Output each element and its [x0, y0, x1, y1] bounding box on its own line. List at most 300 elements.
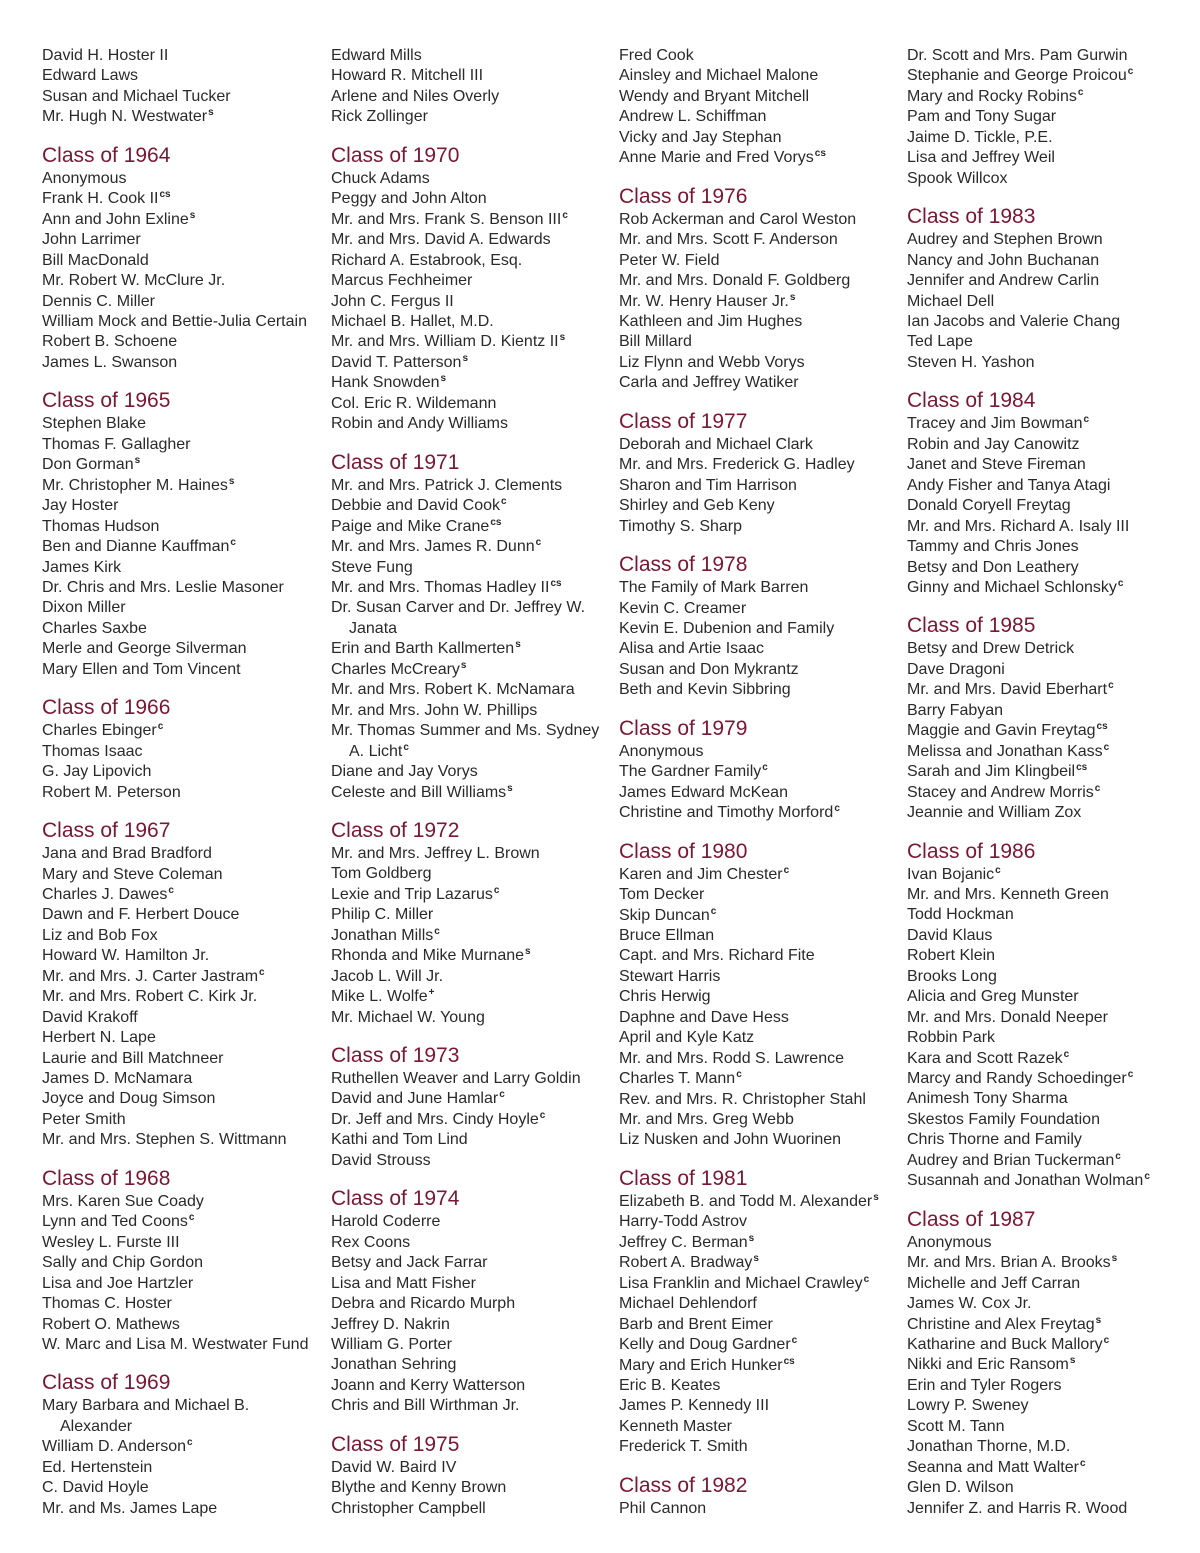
donor-names-list — [619, 1499, 901, 1519]
donor-name-text: Jay Hoster — [42, 497, 119, 515]
donor-mark-superscript: c — [1108, 680, 1114, 692]
donor-name-text: Philip C. Miller — [331, 906, 434, 924]
donor-name-text: Wesley L. Furste III — [42, 1233, 180, 1251]
donor-name-text: Tammy and Chris Jones — [907, 538, 1079, 556]
donor-name — [331, 414, 613, 434]
donor-name-text: Stewart Harris — [619, 967, 721, 985]
donor-names-list — [619, 435, 901, 537]
donor-names-list — [619, 742, 901, 824]
donor-name-text: Robbin Park — [907, 1029, 996, 1047]
donor-name — [907, 1089, 1189, 1109]
donor-name-text: Robert M. Peterson — [42, 783, 181, 801]
donor-mark-superscript: s — [189, 209, 196, 221]
donor-name — [331, 967, 613, 987]
donor-name-text: Anne Marie and Fred Vorys — [619, 149, 814, 167]
class-year-heading: Class of 1971 — [331, 450, 460, 474]
donor-name-text: Mr. and Mrs. Donald F. Goldberg — [619, 272, 851, 290]
class-year-heading: Class of 1968 — [42, 1166, 171, 1190]
class-section — [619, 552, 901, 701]
donor-mark-superscript: c — [710, 905, 717, 917]
class-year-heading: Class of 1972 — [331, 818, 460, 842]
donor-name-text: Skestos Family Foundation — [907, 1110, 1100, 1128]
donor-name — [331, 353, 613, 373]
donor-name-text: William G. Porter — [331, 1336, 452, 1354]
donor-name-text: Mr. and Mrs. Frank S. Benson III — [331, 210, 562, 228]
donor-name-text: Jonathan Thorne, M.D. — [907, 1438, 1071, 1456]
donor-name-text: Chris Thorne and Family — [907, 1131, 1082, 1149]
donor-name — [619, 66, 901, 86]
donor-name — [619, 1192, 901, 1212]
donor-name-text: Chris and Bill Wirthman Jr. — [331, 1397, 520, 1415]
donor-name-text: Capt. and Mrs. Richard Fite — [619, 947, 815, 965]
donor-name — [907, 762, 1189, 782]
donor-name — [331, 332, 613, 352]
donor-name — [907, 987, 1189, 1007]
donor-name — [42, 353, 324, 373]
donor-name-text: Robert O. Mathews — [42, 1315, 180, 1333]
donor-name-text: Ed. Hertenstein — [42, 1458, 153, 1476]
donor-name — [907, 680, 1189, 700]
donor-name — [331, 312, 613, 332]
donor-mark-superscript: s — [873, 1191, 879, 1203]
donor-name — [619, 1294, 901, 1314]
donor-name-text: David Klaus — [907, 926, 993, 944]
donor-name-text: Charles McCreary — [331, 660, 460, 678]
donor-name-text: Kenneth Master — [619, 1417, 732, 1435]
donor-name — [907, 271, 1189, 291]
donor-name-text: Blythe and Kenny Brown — [331, 1479, 507, 1497]
donor-name-text: Rick Zollinger — [331, 108, 428, 126]
donor-name — [619, 128, 901, 148]
donor-mark-superscript: c — [1117, 577, 1124, 589]
donor-name-text: Mr. and Mrs. Brian A. Brooks — [907, 1254, 1111, 1272]
donor-name — [331, 1130, 613, 1150]
donor-mark-superscript: s — [440, 373, 447, 385]
class-year-heading: Class of 1980 — [619, 839, 748, 863]
donor-name-text: Seanna and Matt Walter — [907, 1458, 1079, 1476]
donor-name-text: Elizabeth B. and Todd M. Alexander — [619, 1192, 873, 1210]
donor-mark-superscript: c — [1063, 1048, 1070, 1060]
donor-name — [619, 742, 901, 762]
donor-name — [619, 148, 901, 168]
donor-name — [619, 210, 901, 230]
donor-name-text: Jacob L. Will Jr. — [331, 967, 444, 985]
class-year-heading: Class of 1970 — [331, 143, 460, 167]
donor-name — [907, 1069, 1189, 1089]
class-year-heading: Class of 1982 — [619, 1473, 748, 1497]
donor-name — [42, 292, 324, 312]
donor-name-text: Laurie and Bill Matchneer — [42, 1049, 224, 1067]
donor-name-text: Robin and Andy Williams — [331, 415, 508, 433]
donor-name-text: Mr. and Mrs. James R. Dunn — [331, 538, 535, 556]
class-section — [907, 388, 1189, 598]
donor-name-text: Nikki and Eric Ransom — [907, 1356, 1069, 1374]
donor-name-text: David and June Hamlar — [331, 1090, 499, 1108]
donor-name — [42, 987, 324, 1007]
donor-name-text: Dr. Jeff and Mrs. Cindy Hoyle — [331, 1110, 539, 1128]
donor-name — [619, 926, 901, 946]
donor-name — [42, 783, 324, 803]
donor-name-text: Tracey and Jim Bowman — [907, 415, 1083, 433]
donor-name — [619, 1315, 901, 1335]
donor-name — [619, 762, 901, 782]
donor-names-list — [907, 414, 1189, 598]
donor-mark-superscript: c — [230, 537, 236, 549]
donor-name — [907, 1396, 1189, 1416]
donor-name — [42, 210, 324, 230]
donor-name — [907, 1335, 1189, 1355]
donor-name — [42, 496, 324, 516]
donor-name — [907, 558, 1189, 578]
donor-name — [331, 1212, 613, 1232]
donor-name — [619, 1049, 901, 1069]
donor-name — [331, 885, 613, 905]
donor-name — [331, 210, 613, 230]
donor-name — [42, 1130, 324, 1150]
donor-name-text: James Kirk — [42, 558, 122, 576]
donor-name — [907, 1315, 1189, 1335]
donor-name — [907, 578, 1189, 598]
donor-name — [331, 680, 613, 700]
donor-name-text: Paige and Mike Crane — [331, 517, 490, 535]
donor-name — [331, 373, 613, 393]
class-section — [331, 1043, 613, 1171]
donor-name — [907, 537, 1189, 557]
donor-name-text: Betsy and Drew Detrick — [907, 640, 1075, 658]
donor-name-text: Erin and Barth Kallmerten — [331, 640, 515, 658]
donor-name-text: Hank Snowden — [331, 374, 440, 392]
donor-name — [331, 1499, 613, 1519]
donor-name-text: Mr. and Mrs. Kenneth Green — [907, 885, 1109, 903]
donor-name-text: Betsy and Don Leathery — [907, 558, 1079, 576]
donor-name — [907, 169, 1189, 189]
donor-name-text: Michael Dell — [907, 292, 995, 310]
donor-name-text: Alisa and Artie Isaac — [619, 640, 764, 658]
donor-name-text: Mr. and Mrs. Jeffrey L. Brown — [331, 844, 540, 862]
class-year-heading: Class of 1987 — [907, 1207, 1036, 1231]
donor-name-text: Mary Barbara and Michael B. Alexander — [42, 1397, 250, 1435]
donor-name-text: Mr. and Mrs. Robert K. McNamara — [331, 681, 575, 699]
donor-name-text: William D. Anderson — [42, 1438, 187, 1456]
class-section — [42, 1166, 324, 1356]
donor-name-text: Ginny and Michael Schlonsky — [907, 578, 1117, 596]
donor-names-list — [42, 169, 324, 374]
donor-name-text: Kevin C. Creamer — [619, 599, 747, 617]
donor-name-text: Michael B. Hallet, M.D. — [331, 312, 494, 330]
donor-name-text: Audrey and Brian Tuckerman — [907, 1151, 1115, 1169]
donor-mark-superscript: c — [762, 762, 768, 774]
donor-name-text: Lynn and Ted Coons — [42, 1213, 188, 1231]
donor-name-text: Mr. and Mrs. Rodd S. Lawrence — [619, 1049, 844, 1067]
donor-name — [42, 435, 324, 455]
class-year-heading: Class of 1969 — [42, 1371, 171, 1395]
donor-names-list — [619, 210, 901, 394]
donor-name-text: Jeannie and William Zox — [907, 804, 1082, 822]
donor-name-text: Jennifer Z. and Harris R. Wood — [907, 1499, 1128, 1517]
donor-name-text: Shirley and Geb Keny — [619, 497, 775, 515]
donor-name — [42, 1437, 324, 1457]
donor-mark-superscript: cs — [159, 189, 171, 201]
donor-name — [619, 1069, 901, 1089]
donor-name — [331, 1253, 613, 1273]
donor-name-text: The Gardner Family — [619, 763, 762, 781]
donor-mark-superscript: c — [1103, 741, 1110, 753]
donor-name — [42, 1110, 324, 1130]
donor-name — [42, 414, 324, 434]
class-section — [331, 1432, 613, 1519]
donor-name — [907, 905, 1189, 925]
donor-name-text: Steve Fung — [331, 558, 413, 576]
donor-name-text: David Strouss — [331, 1151, 431, 1169]
donor-name-text: Harry-Todd Astrov — [619, 1213, 748, 1231]
donor-mark-superscript: c — [1094, 782, 1101, 794]
donor-name — [619, 476, 901, 496]
class-year-heading: Class of 1975 — [331, 1432, 460, 1456]
donor-name-text: Richard A. Estabrook, Esq. — [331, 251, 523, 269]
donor-mark-superscript: s — [789, 291, 796, 303]
donor-name-text: Mr. and Mrs. William D. Kientz II — [331, 333, 559, 351]
donor-name-text: Dr. Chris and Mrs. Leslie Masoner — [42, 578, 284, 596]
donor-name-text: Harold Coderre — [331, 1213, 441, 1231]
donor-name-text: Robert Klein — [907, 947, 996, 965]
donor-name — [907, 107, 1189, 127]
donor-name-text: Dixon Miller — [42, 599, 126, 617]
donor-mark-superscript: s — [134, 455, 141, 467]
donor-name — [42, 169, 324, 189]
donor-name — [907, 1437, 1189, 1457]
donor-name — [42, 558, 324, 578]
donor-name — [619, 1274, 901, 1294]
donor-name — [42, 721, 324, 741]
class-section — [331, 450, 613, 803]
class-section — [907, 1207, 1189, 1519]
donor-mark-superscript: c — [863, 1273, 870, 1285]
donor-name-text: James P. Kennedy III — [619, 1397, 770, 1415]
donor-name-text: Jana and Brad Bradford — [42, 845, 212, 863]
class-section — [619, 839, 901, 1151]
donor-name — [907, 414, 1189, 434]
donor-name-text: Dawn and F. Herbert Douce — [42, 906, 240, 924]
donor-name-text: David Krakoff — [42, 1008, 138, 1026]
donor-name-text: Mr. and Mrs. Frederick G. Hadley — [619, 456, 855, 474]
donor-name — [331, 189, 613, 209]
donor-name — [42, 762, 324, 782]
donor-name — [907, 496, 1189, 516]
donor-name-text: Liz Nusken and John Wuorinen — [619, 1131, 842, 1149]
donor-name-text: Mr. Robert W. McClure Jr. — [42, 272, 226, 290]
donor-name-text: Howard W. Hamilton Jr. — [42, 947, 210, 965]
donor-name — [42, 660, 324, 680]
donor-column-4 — [907, 46, 1189, 1534]
donor-name — [907, 435, 1189, 455]
donor-name-text: Thomas C. Hoster — [42, 1295, 172, 1313]
donor-names-list — [907, 1233, 1189, 1519]
donor-name — [907, 1355, 1189, 1375]
donor-name — [42, 1212, 324, 1232]
donor-name — [331, 1274, 613, 1294]
donor-name — [907, 87, 1189, 107]
donor-name — [619, 619, 901, 639]
donor-name-text: Kara and Scott Razek — [907, 1049, 1063, 1067]
donor-name — [619, 332, 901, 352]
donor-name — [42, 1069, 324, 1089]
donor-mark-superscript: c — [539, 1109, 546, 1121]
donor-name — [42, 455, 324, 475]
donor-name-text: Stacey and Andrew Morris — [907, 783, 1094, 801]
donor-name — [907, 1110, 1189, 1130]
donor-name-text: Pam and Tony Sugar — [907, 108, 1057, 126]
donor-name-text: Kathi and Tom Lind — [331, 1131, 468, 1149]
donor-name — [331, 1008, 613, 1028]
donor-name — [619, 660, 901, 680]
donor-name — [619, 1253, 901, 1273]
donor-name-text: David T. Patterson — [331, 353, 462, 371]
donor-name-text: Barry Fabyan — [907, 701, 1004, 719]
donor-name-text: Liz Flynn and Webb Vorys — [619, 353, 805, 371]
donor-name-text: Merle and George Silverman — [42, 640, 247, 658]
donor-names-list — [619, 46, 901, 169]
donor-name-text: Jonathan Mills — [331, 926, 434, 944]
class-year-heading: Class of 1965 — [42, 389, 171, 413]
donor-name — [619, 1376, 901, 1396]
donor-name — [619, 1356, 901, 1376]
donor-mark-superscript: c — [499, 1089, 505, 1101]
donor-name — [907, 1008, 1189, 1028]
donor-name — [331, 46, 613, 66]
donor-name — [619, 353, 901, 373]
donor-name-text: Col. Eric R. Wildemann — [331, 394, 497, 412]
donor-name-text: Michelle and Jeff Carran — [907, 1274, 1081, 1292]
donor-name-text: Spook Willcox — [907, 169, 1008, 187]
donor-name-text: Dennis C. Miller — [42, 292, 155, 310]
donor-name-text: Peggy and John Alton — [331, 190, 487, 208]
donor-name — [331, 558, 613, 578]
donor-name — [907, 783, 1189, 803]
donor-name-text: Michael Dehlendorf — [619, 1295, 757, 1313]
donor-name — [619, 987, 901, 1007]
donor-column-1 — [42, 46, 324, 1534]
donor-name — [907, 865, 1189, 885]
donor-name-text: Joyce and Doug Simson — [42, 1090, 216, 1108]
donor-name — [619, 1499, 901, 1519]
donor-name-text: Marcus Fechheimer — [331, 272, 473, 290]
donor-names-list — [331, 1458, 613, 1519]
donor-name-text: James L. Swanson — [42, 353, 178, 371]
donor-name — [619, 1090, 901, 1110]
donor-mark-superscript: c — [259, 966, 265, 978]
donor-name-text: Wendy and Bryant Mitchell — [619, 87, 810, 105]
donor-mark-superscript: c — [995, 864, 1001, 876]
donor-mark-superscript: s — [228, 475, 235, 487]
donor-name — [331, 1315, 613, 1335]
donor-name-text: Beth and Kevin Sibbring — [619, 681, 791, 699]
donor-name-text: Stephen Blake — [42, 415, 147, 433]
donor-name — [907, 251, 1189, 271]
donor-name — [619, 680, 901, 700]
donor-name — [907, 885, 1189, 905]
donor-mark-superscript: cs — [1076, 762, 1088, 774]
donor-name — [619, 946, 901, 966]
donor-name — [331, 87, 613, 107]
donor-name-text: Chuck Adams — [331, 169, 430, 187]
donor-names-list — [42, 1192, 324, 1356]
donor-name — [42, 1458, 324, 1478]
donor-mark-superscript: s — [1069, 1355, 1076, 1367]
donor-name — [42, 1008, 324, 1028]
donor-name-text: Mike L. Wolfe — [331, 988, 428, 1006]
donor-name — [619, 599, 901, 619]
donor-name — [331, 1355, 613, 1375]
donor-name-text: Ann and John Exline — [42, 210, 189, 228]
donor-name-text: Celeste and Bill Williams — [331, 783, 507, 801]
continued-section — [619, 46, 901, 169]
donor-name-text: Mr. and Mrs. Greg Webb — [619, 1111, 794, 1129]
donor-name-text: Mr. Michael W. Young — [331, 1008, 485, 1026]
donor-name-text: Diane and Jay Vorys — [331, 763, 478, 781]
donor-name-text: Mr. and Mrs. Patrick J. Clements — [331, 476, 563, 494]
donor-name — [331, 1396, 613, 1416]
donor-mark-superscript: s — [1111, 1253, 1118, 1265]
donor-mark-superscript: c — [1144, 1171, 1150, 1183]
donor-names-list — [619, 865, 901, 1151]
donor-name — [331, 66, 613, 86]
donor-mark-superscript: c — [1127, 66, 1134, 78]
donor-name — [331, 1335, 613, 1355]
donor-name — [331, 1089, 613, 1109]
donor-name-text: William Mock and Bettie-Julia Certain — [42, 312, 307, 330]
class-section — [42, 695, 324, 803]
donor-name-text: Ruthellen Weaver and Larry Goldin — [331, 1070, 581, 1088]
donor-mark-superscript: s — [753, 1253, 759, 1265]
donor-name-text: Kathleen and Jim Hughes — [619, 312, 803, 330]
donor-name-text: Mr. and Mrs. Stephen S. Wittmann — [42, 1131, 287, 1149]
donor-name-text: Anonymous — [907, 1233, 992, 1251]
donor-name — [331, 598, 613, 639]
donor-mark-superscript: s — [507, 782, 513, 794]
class-year-heading: Class of 1979 — [619, 716, 748, 740]
donor-name — [907, 1294, 1189, 1314]
donor-name — [42, 1192, 324, 1212]
donor-name-text: Frank H. Cook II — [42, 190, 159, 208]
donor-name — [619, 251, 901, 271]
donor-name-text: Tom Decker — [619, 886, 705, 904]
donor-name-text: Karen and Jim Chester — [619, 865, 783, 883]
donor-name — [619, 373, 901, 393]
donor-name — [907, 926, 1189, 946]
donor-mark-superscript: s — [208, 107, 214, 119]
donor-name — [331, 292, 613, 312]
donor-name — [907, 66, 1189, 86]
donor-name — [619, 292, 901, 312]
class-section — [619, 184, 901, 394]
donor-name — [619, 578, 901, 598]
donor-name-text: James Edward McKean — [619, 783, 788, 801]
donor-name-text: Mr. Thomas Summer and Ms. Sydney A. Licht — [331, 722, 600, 760]
donor-name — [619, 1028, 901, 1048]
donor-name — [619, 906, 901, 926]
donor-name — [619, 517, 901, 537]
donor-name-text: Anonymous — [619, 742, 704, 760]
donor-name — [619, 865, 901, 885]
donor-name — [331, 905, 613, 925]
donor-mark-superscript: c — [562, 209, 568, 221]
donor-name-text: W. Marc and Lisa M. Westwater Fund — [42, 1336, 309, 1354]
class-year-heading: Class of 1966 — [42, 696, 171, 720]
class-year-heading: Class of 1983 — [907, 205, 1036, 229]
donor-names-list — [331, 46, 613, 128]
class-section — [42, 1370, 324, 1519]
donor-name-text: Mary Ellen and Tom Vincent — [42, 660, 241, 678]
